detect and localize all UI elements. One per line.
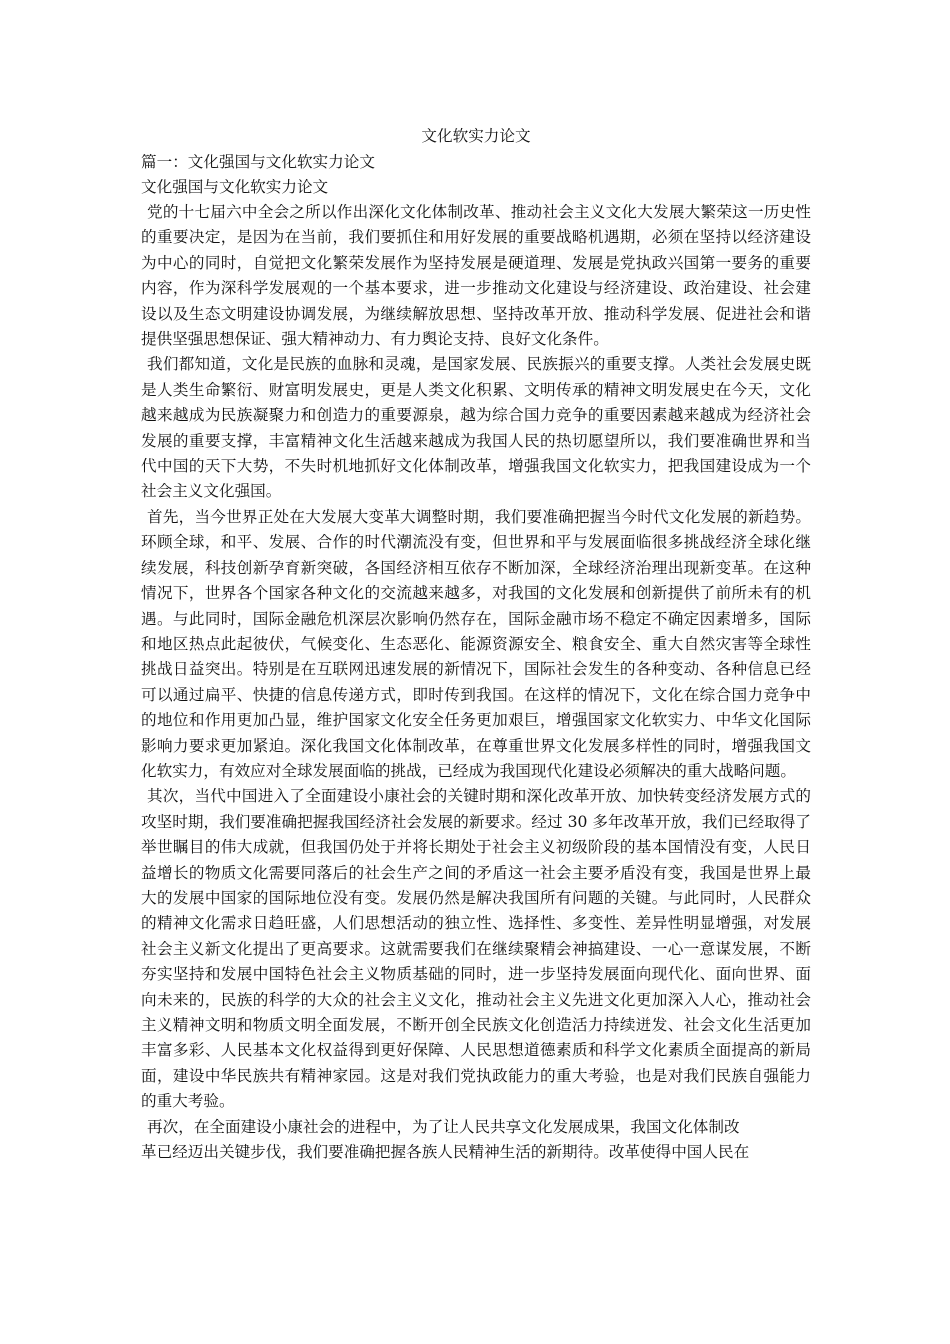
paragraph-3: 首先，当今世界正处在大发展大变革大调整时期，我们要准确把握当今时代文化发展的新趋势。环顾全球，和平、发展、合作的时代潮流没有变，但世界和平与发展面临很多挑战经济全球化继续发展，科技创新孕育新突破，各国经济相互依存不断加深，全球经济治理出现新变革。在这种情况下，世界各个国家各种文化的交流越来越多，对我国的文化发展和创新提供了前所未有的机遇。与此同时，国际金融危机深层次影响仍然存在，国际金融市场不稳定不确定因素增多，国际和地区热点此起彼伏，气候变化、生态恶化、能源资源安全、粮食安全、重大自然灾害等全球性挑战日益突出。特别是在互联网迅速发展的新情况下，国际社会发生的各种变动、各种信息已经可以通过扁平、快捷的信息传递方式，即时传到我国。在这样的情况下，文化在综合国力竞争中的地位和作用更加凸显，维护国家文化安全任务更加艰巨，增强国家文化软实力、中华文化国际影响力要求更加紧迫。深化我国文化体制改革，在尊重世界文化发展多样性的同时，增强我国文化软实力，有效应对全球发展面临的挑战，已经成为我国现代化建设必须解决的重大战略问题。 [141,507,811,780]
paragraph-1: 党的十七届六中全会之所以作出深化文化体制改革、推动社会主义文化大发展大繁荣这一历史性的重要决定，是因为在当前，我们要抓住和用好发展的重要战略机遇期，必须在坚持以经济建设为中心的同时，自觉把文化繁荣发展作为坚持发展是硬道理、发展是党执政兴国第一要务的重要内容，作为深科学发展观的一个基本要求，进一步推动文化建设与经济建设、政治建设、社会建设以及生态文明建设协调发展，为继续解放思想、坚持改革开放、推动科学发展、促进社会和谐提供坚强思想保证、强大精神动力、有力舆论支持、良好文化条件。 [141,203,811,349]
paragraph-2: 我们都知道，文化是民族的血脉和灵魂，是国家发展、民族振兴的重要支撑。人类社会发展史既是人类生命繁衍、财富明发展史，更是人类文化积累、文明传承的精神文明发展史在今天，文化越来越成为民族凝聚力和创造力的重要源泉，越为综合国力竞争的重要因素越来越成为经济社会发展的重要支撑，丰富精神文化生活越来越成为我国人民的热切愿望所以，我们要准确世界和当代中国的天下大势，不失时机地抓好文化体制改革，增强我国文化软实力，把我国建设成为一个社会主义文化强国。 [141,355,811,501]
paragraph-5-continued: 革已经迈出关键步伐，我们要准确把握各族人民精神生活的新期待。改革使得中国人民在 [141,1143,750,1162]
paragraph-5: 再次，在全面建设小康社会的进程中，为了让人民共享文化发展成果，我国文化体制改 [147,1117,740,1136]
paragraph-4: 其次，当代中国进入了全面建设小康社会的关键时期和深化改革开放、加快转变经济发展方式的攻坚时期，我们要准确把握我国经济社会发展的新要求。经过 30 多年改革开放，我们已经取得了举世瞩目的伟大成就，但我国仍处于并将长期处于社会主义初级阶段的基本国情没有变，人民日益增长的物质文化需要同落后的社会生产之间的矛盾这一社会主要矛盾没有变，我国是世界上最大的发展中国家的国际地位没有变。发展仍然是解决我国所有问题的关键。与此同时，人民群众的精神文化需求日趋旺盛，人们思想活动的独立性、选择性、多变性、差异性明显增强，对发展社会主义新文化提出了更高要求。这就需要我们在继续聚精会神搞建设、一心一意谋发展，不断夯实坚持和发展中国特色社会主义物质基础的同时，进一步坚持发展面向现代化、面向世界、面向未来的，民族的科学的大众的社会主义文化，推动社会主义先进文化更加深入人心，推动社会主义精神文明和物质文明全面发展，不断开创全民族文化创造活力持续迸发、社会文化生活更加丰富多彩、人民基本文化权益得到更好保障、人民思想道德素质和科学文化素质全面提高的新局面，建设中华民族共有精神家园。这是对我们党执政能力的重大考验，也是对我们民族自强能力的重大考验。 [141,787,811,1111]
part-heading: 篇一：文化强国与文化软实力论文 [141,153,375,171]
document-title: 文化软实力论文 [421,127,531,145]
article-title: 文化强国与文化软实力论文 [141,178,329,196]
